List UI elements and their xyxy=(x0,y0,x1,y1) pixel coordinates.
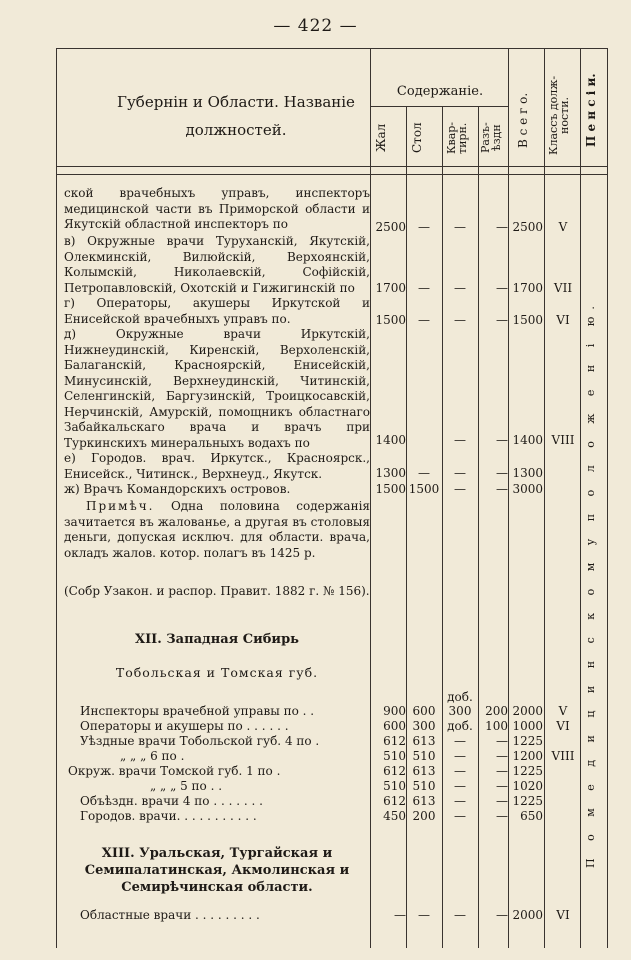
cell-kvart: — xyxy=(454,764,466,778)
entry-text: г) Операторы, акушеры Иркутской и Енисейской врачебныхъ управъ по. xyxy=(64,296,370,326)
cell-kvart: — xyxy=(454,794,466,808)
cell-zhal: 1500 xyxy=(375,313,406,327)
cell-razezd: — xyxy=(496,466,508,480)
cell-klass: VIII xyxy=(551,749,575,763)
cell-kvart: — xyxy=(454,220,466,234)
header-col-stol: Стол xyxy=(410,122,424,154)
soderzhanie-underline xyxy=(370,106,508,107)
cell-zhal: 1400 xyxy=(375,433,406,447)
header-title: Губернін и Области. Названіе должностей. xyxy=(117,93,355,139)
cell-vsego: 2000 xyxy=(512,908,543,922)
cell-stol: — xyxy=(418,908,430,922)
cell-vsego: 2500 xyxy=(512,220,543,234)
cell-vsego: 1225 xyxy=(512,794,543,808)
cell-klass: V xyxy=(558,704,568,718)
cell-stol: 300 xyxy=(412,719,436,733)
header-col-pensii: П е н с і и. xyxy=(584,73,598,147)
cell-stol: — xyxy=(418,313,430,327)
section-13-title: XIII. Уральская, Тургайская и Семипалатинская, Акмолинская и Семирѣчинская области. xyxy=(84,846,350,895)
note-label: Примѣч. xyxy=(86,499,155,513)
entry-text: д) Окружные врачи Иркутскій, Нижнеудинскій, Киренскій, Верхоленскій, Балаганскій, Красноярскій, Енисейскій, Минусинскій, Верхнеудинскій, Читинскій, Селенгинскій, Баргузинскій, Троицкосавскій, Нерчинскій, Амурскій, помощникъ областнаго Забайкальскаго врача и врачъ при Туркинскихъ минеральныхъ водахъ по xyxy=(64,327,370,450)
cell-kvart: — xyxy=(454,466,466,480)
header-col-zhal: Жал xyxy=(374,123,388,153)
cell-klass: VI xyxy=(556,313,570,327)
cell-kvart: — xyxy=(454,482,466,496)
cell-vsego: 650 xyxy=(520,809,543,823)
cell-kvart: — xyxy=(454,433,466,447)
cell-zhal: — xyxy=(394,908,406,922)
cell-vsego: 1020 xyxy=(512,779,543,793)
cell-stol: 613 xyxy=(412,794,436,808)
entry-text: в) Окружные врачи Туруханскій, Якутскій, Олекминскій, Вилюйскій, Верхоянскій, Колымскій, Николаевскій, Софійскій, Петропавловскій, Охотскій и Гижигинскій по xyxy=(64,234,370,295)
cell-zhal: 510 xyxy=(383,779,406,793)
cell-razezd: — xyxy=(496,281,508,295)
cell-razezd: — xyxy=(496,433,508,447)
cell-razezd: 200 xyxy=(485,704,508,718)
cell-vsego: 1225 xyxy=(512,764,543,778)
cell-razezd: — xyxy=(496,794,508,808)
cell-kvart: — xyxy=(454,281,466,295)
table-row-label: „ „ „ 6 по . xyxy=(120,749,185,763)
col-divider-vsego xyxy=(544,48,545,948)
table-row-label: Уѣздные врачи Тобольской губ. 4 по . xyxy=(80,734,320,748)
entry-text: ской врачебныхъ управъ, инспекторъ медицинской части въ Приморской области и Якутскій областной инспекторъ по xyxy=(64,186,370,231)
table-row-label: Областные врачи . . . . . . . . . xyxy=(80,908,260,922)
entry-text: е) Городов. врач. Иркутск., Красноярск., Енисейск., Читинск., Верхнеуд., Якутск. xyxy=(64,451,370,481)
cell-zhal: 612 xyxy=(383,794,406,808)
frame-right-border xyxy=(607,48,608,948)
cell-stol: 613 xyxy=(412,764,436,778)
cell-zhal: 2500 xyxy=(375,220,406,234)
cell-kvart: 300 xyxy=(448,704,472,718)
cell-vsego: 1700 xyxy=(512,281,543,295)
note-text: Одна половина содержанія зачитается въ жалованье, а другая въ столовыя деньги, допуская исключ. для области. врача, окладъ жалов. котор. полагъ въ 1425 р. xyxy=(64,499,370,560)
cell-zhal: 510 xyxy=(383,749,406,763)
cell-razezd: — xyxy=(496,779,508,793)
cell-vsego: 1200 xyxy=(512,749,543,763)
cell-klass: VII xyxy=(553,281,573,295)
cell-razezd: — xyxy=(496,749,508,763)
cell-stol: — xyxy=(418,466,430,480)
cell-zhal: 600 xyxy=(383,719,406,733)
cell-stol: 600 xyxy=(412,704,436,718)
cell-razezd: 100 xyxy=(485,719,508,733)
cell-kvart: — xyxy=(454,749,466,763)
cell-zhal: 450 xyxy=(383,809,406,823)
section-12-title: XII. Западная Сибирь xyxy=(135,632,299,647)
header-bottom-border xyxy=(56,166,608,167)
cell-zhal: 900 xyxy=(383,704,406,718)
cell-vsego: 1225 xyxy=(512,734,543,748)
cell-stol: — xyxy=(418,220,430,234)
header-soderzhanie: Содержаніе. xyxy=(396,84,484,99)
cell-kvart: — xyxy=(454,779,466,793)
header-col-razezd: Разъ- ѣздн xyxy=(479,122,503,154)
note-block xyxy=(64,499,370,561)
cell-zhal: 612 xyxy=(383,764,406,778)
cell-razezd: — xyxy=(496,764,508,778)
col-divider-label xyxy=(370,48,371,948)
cell-vsego: 2000 xyxy=(512,704,543,718)
cell-klass: VI xyxy=(556,719,570,733)
cell-razezd: — xyxy=(496,908,508,922)
cell-klass: VIII xyxy=(551,433,575,447)
cell-kvart: — xyxy=(454,734,466,748)
source-reference: (Собр Узакон. и распор. Правит. 1882 г. № 156). xyxy=(64,584,370,598)
cell-zhal: 1300 xyxy=(375,466,406,480)
cell-stol: 510 xyxy=(412,749,436,763)
cell-zhal: 1500 xyxy=(375,482,406,496)
entry-text: ж) Врачъ Командорскихъ островов. xyxy=(64,482,291,496)
cell-klass: V xyxy=(558,220,568,234)
cell-kvart: — xyxy=(454,908,466,922)
cell-vsego: 1500 xyxy=(512,313,543,327)
header-col-kvart: Квар- тирн. xyxy=(445,121,469,155)
frame-left-border xyxy=(56,48,57,948)
cell-vsego: 3000 xyxy=(512,482,543,496)
cell-stol: 200 xyxy=(412,809,436,823)
table-frame xyxy=(56,48,608,948)
cell-vsego: 1400 xyxy=(512,433,543,447)
pension-band-text: П о м е д и ц и н с к о м у п о л о ж е н і ю. xyxy=(584,299,597,868)
cell-zhal: 1700 xyxy=(375,281,406,295)
col-divider-klass xyxy=(580,48,581,948)
table-row-label: „ „ „ 5 по . . xyxy=(150,779,223,793)
table-row-label: Объѣздн. врачи 4 по . . . . . . . xyxy=(80,794,263,808)
cell-kvart: — xyxy=(454,809,466,823)
cell-stol: 1500 xyxy=(408,482,440,496)
cell-razezd: — xyxy=(496,313,508,327)
page-number: — 422 — xyxy=(273,16,358,36)
cell-stol: 613 xyxy=(412,734,436,748)
cell-razezd: — xyxy=(496,220,508,234)
table-row-label: Инспекторы врачебной управы по . . xyxy=(80,704,315,718)
table-row-label: Городов. врачи. . . . . . . . . . . xyxy=(80,809,257,823)
cell-razezd: — xyxy=(496,809,508,823)
section-12-subtitle: Тобольская и Томская губ. xyxy=(115,665,319,680)
table-row-label: Операторы и акушеры по . . . . . . xyxy=(80,719,289,733)
cell-kvart: доб. xyxy=(447,719,473,733)
header-col-klass: Классъ долж- ности. xyxy=(547,75,571,155)
dob-annotation: доб. xyxy=(447,690,473,704)
cell-razezd: — xyxy=(496,734,508,748)
table-row-label: Окруж. врачи Томской губ. 1 по . xyxy=(68,764,281,778)
cell-stol: — xyxy=(418,281,430,295)
cell-stol: 510 xyxy=(412,779,436,793)
cell-razezd: — xyxy=(496,482,508,496)
cell-vsego: 1300 xyxy=(512,466,543,480)
frame-top-border xyxy=(56,48,608,49)
header-double-border xyxy=(56,174,608,175)
cell-vsego: 1000 xyxy=(512,719,543,733)
cell-kvart: — xyxy=(454,313,466,327)
cell-klass: VI xyxy=(556,908,570,922)
cell-zhal: 612 xyxy=(383,734,406,748)
header-col-vsego: В с е г о. xyxy=(516,92,530,148)
